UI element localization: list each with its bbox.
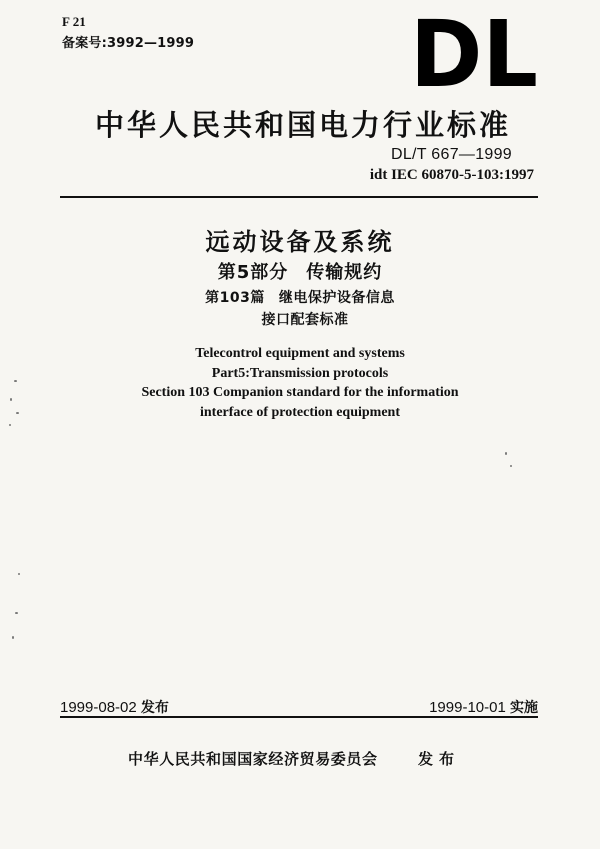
issue-label: 发布: [140, 700, 169, 716]
publisher-name: 中华人民共和国国家经济贸易委员会: [128, 750, 378, 768]
dl-logo: [408, 14, 540, 94]
dl-logo-text: DL: [410, 14, 538, 94]
iec-equivalence: idt IEC 60870-5-103:1997: [369, 167, 534, 183]
effective-label: 实施: [510, 700, 538, 716]
en-title-line-4: interface of protection equipment: [200, 405, 400, 420]
header-divider: [60, 196, 538, 198]
cn-section-title-cont: 接口配套标准: [261, 312, 349, 328]
part-name: 传输规约: [306, 262, 383, 283]
footer-divider: [60, 716, 538, 718]
scan-speck: [18, 573, 20, 575]
scan-speck: [15, 612, 18, 614]
issue-date-block: [60, 697, 169, 717]
scan-speck: [10, 398, 12, 401]
scan-speck: [16, 412, 19, 414]
scan-speck: [12, 636, 14, 639]
section-number: 第103篇: [205, 290, 265, 306]
cn-main-title: 远动设备及系统: [205, 228, 395, 256]
standard-code: DL/T 667—1999: [390, 146, 512, 163]
part-number: 第5部分: [217, 262, 289, 283]
cn-part-title: [0, 258, 600, 284]
classification-code: F 21: [62, 14, 86, 29]
effective-date: 1999-10-01: [429, 699, 506, 716]
en-title-line-3: Section 103 Companion standard for the information: [141, 385, 459, 400]
effective-date-block: [429, 697, 538, 717]
record-number: 备案号:3992—1999: [62, 36, 195, 51]
scan-speck: [505, 452, 507, 455]
publisher-action: 发布: [418, 750, 461, 768]
scan-speck: [14, 380, 17, 382]
scan-speck: [510, 465, 512, 467]
en-title-line-1: Telecontrol equipment and systems: [195, 346, 405, 361]
en-title-line-2: Part5:Transmission protocols: [211, 366, 389, 381]
scan-speck: [9, 424, 11, 426]
issue-date: 1999-08-02: [60, 699, 137, 716]
section-name: 继电保护设备信息: [278, 290, 395, 306]
standard-title: 中华人民共和国电力行业标准: [94, 108, 511, 142]
cn-section-title: [0, 287, 600, 307]
